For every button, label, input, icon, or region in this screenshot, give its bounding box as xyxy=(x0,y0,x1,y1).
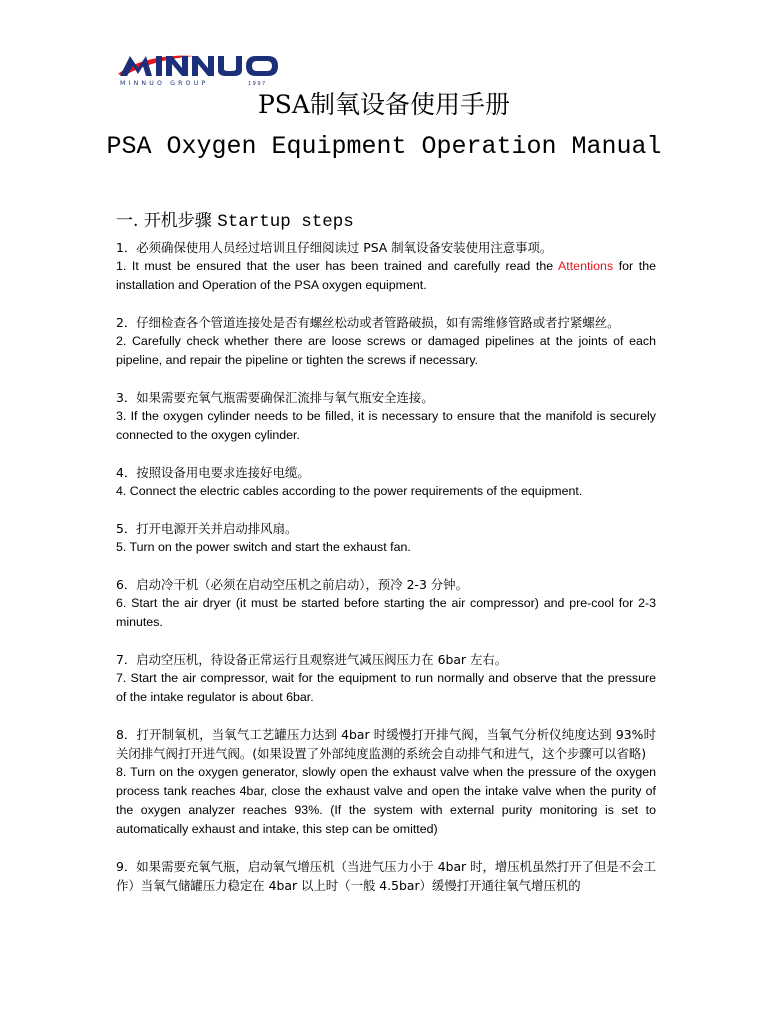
step-7 xyxy=(116,650,656,707)
step-2 xyxy=(116,313,656,370)
step-4 xyxy=(116,463,656,501)
step-8 xyxy=(116,725,656,839)
step-text-english: 6. Start the air dryer (it must be started before starting the air compressor) and pre-cool for 2-3 minutes. xyxy=(116,596,656,629)
step-text-chinese: 4．按照设备用电要求连接好电缆。 xyxy=(116,465,310,480)
step-text-english-part: 1. It must be ensured that the user has been trained and carefully read the xyxy=(116,259,559,273)
step-5 xyxy=(116,519,656,557)
step-text-english-part: for the installation and Operation of the PSA oxygen equipment. xyxy=(116,259,657,292)
step-3 xyxy=(116,388,656,445)
page-title-english: PSA Oxygen Equipment Operation Manual xyxy=(106,132,662,161)
page-title-chinese: PSA制氧设备使用手册 xyxy=(257,90,510,119)
logo-year-text: 1997 xyxy=(248,81,267,86)
step-text-english: 5. Turn on the power switch and start the exhaust fan. xyxy=(116,540,411,554)
step-text-english: 7. Start the air compressor, wait for the equipment to run normally and observe that the pressure of the intake regulator is about 6bar. xyxy=(116,671,656,704)
step-text-chinese: 7．启动空压机，待设备正常运行且观察进气减压阀压力在 6bar 左右。 xyxy=(116,652,508,667)
step-text-english: 8. Turn on the oxygen generator, slowly open the exhaust valve when the pressure of the oxygen process tank reaches 4bar, close the exhaust valve and open the intake valve when the purity of the oxygen analyzer reaches 93%. (If the system with external purity monitoring is set to automatically exhaust and intake, this step can be omitted) xyxy=(116,765,656,836)
step-text-english: 2. Carefully check whether there are loose screws or damaged pipelines at the joints of each pipeline, and repair the pipeline or tighten the screws if necessary. xyxy=(116,334,656,367)
step-1 xyxy=(116,238,656,295)
step-text-english: 3. If the oxygen cylinder needs to be filled, it is necessary to ensure that the manifold is securely connected to the oxygen cylinder. xyxy=(116,409,656,442)
step-text-chinese: 1．必须确保使用人员经过培训且仔细阅读过 PSA 制氧设备安装使用注意事项。 xyxy=(116,240,553,255)
step-text-chinese: 6．启动冷干机（必须在启动空压机之前启动），预冷 2-3 分钟。 xyxy=(116,577,468,592)
attentions-highlight: Attentions xyxy=(558,259,614,273)
step-text-chinese: 9．如果需要充氧气瓶，启动氧气增压机（当进气压力小于 4bar 时，增压机虽然打开了但是不会工作）当氧气储罐压力稳定在 4bar 以上时（一般 4.5bar）缓慢打开通往氧气增压机的 xyxy=(116,859,656,893)
step-text-chinese: 5．打开电源开关并启动排风扇。 xyxy=(116,521,298,536)
step-9 xyxy=(116,857,656,895)
step-text-chinese: 3．如果需要充氧气瓶需要确保汇流排与氧气瓶安全连接。 xyxy=(116,390,434,405)
section-number: 一. xyxy=(116,211,139,231)
step-6 xyxy=(116,575,656,632)
step-text-chinese: 8．打开制氧机，当氧气工艺罐压力达到 4bar 时缓慢打开排气阀，当氧气分析仪纯度达到 93%时关闭排气阀打开进气阀。(如果设置了外部纯度监测的系统会自动排气和进气，这个步骤可以省略) xyxy=(116,727,656,761)
minnuo-logo xyxy=(116,50,286,86)
section-heading xyxy=(116,207,354,236)
logo-group-text: MINNUO GROUP xyxy=(120,80,209,86)
steps-list xyxy=(116,238,656,913)
step-text-english: 4. Connect the electric cables according to the power requirements of the equipment. xyxy=(116,484,583,498)
step-text-chinese: 2．仔细检查各个管道连接处是否有螺丝松动或者管路破损，如有需维修管路或者拧紧螺丝。 xyxy=(116,315,620,330)
section-title-english: Startup steps xyxy=(217,212,354,232)
step-text-english xyxy=(116,257,656,295)
section-title-chinese: 开机步骤 xyxy=(143,211,212,231)
